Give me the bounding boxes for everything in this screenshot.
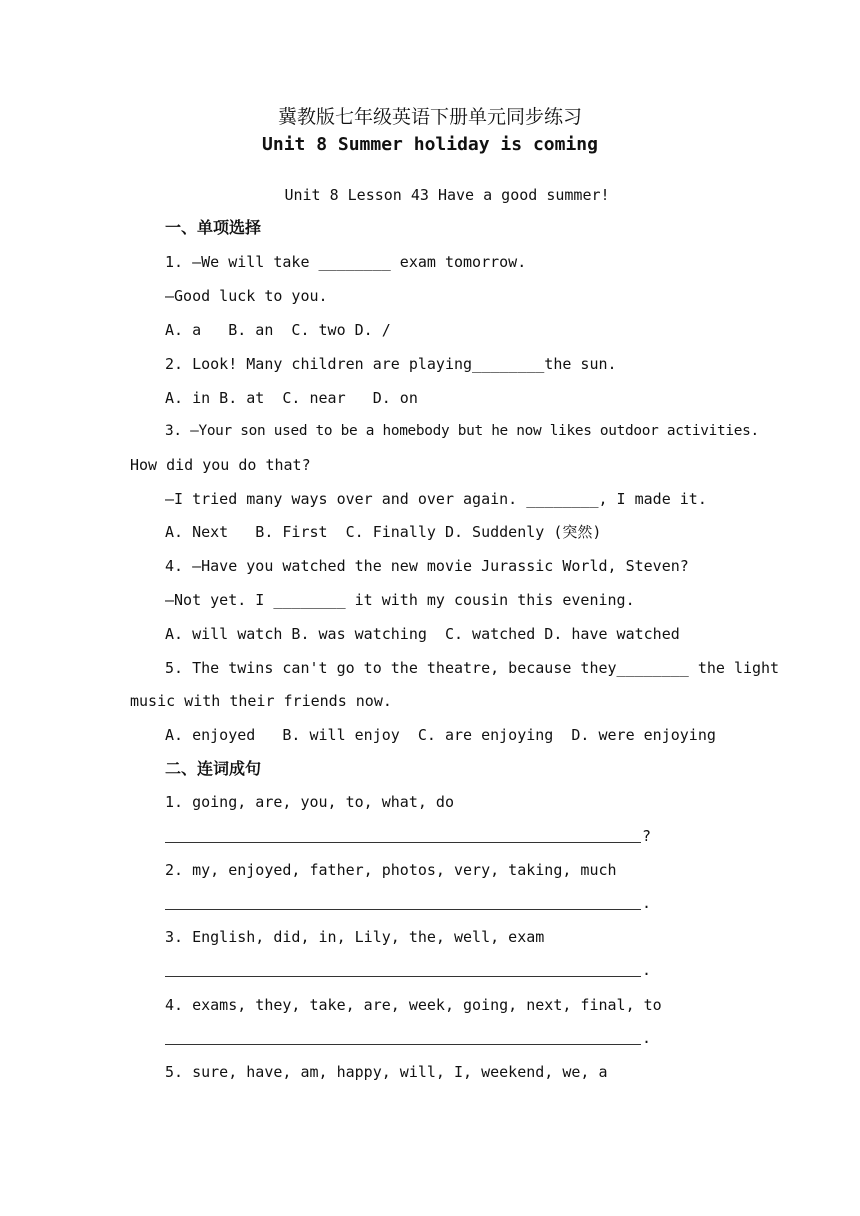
section-heading-word-order: 二、连词成句 — [165, 759, 262, 778]
sentence-2-end-mark: . — [642, 894, 652, 912]
section-heading-single-choice: 一、单项选择 — [165, 218, 262, 237]
sentence-5-words: 5. sure, have, am, happy, will, I, weekend, we, a — [165, 1063, 608, 1081]
question-1-stem: 1. —We will take ________ exam tomorrow. — [165, 253, 527, 271]
question-5-options: A. enjoyed B. will enjoy C. are enjoying D. were enjoying — [165, 726, 716, 744]
question-3-reply: —I tried many ways over and over again. ________, I made it. — [165, 490, 707, 508]
question-4-reply: —Not yet. I ________ it with my cousin this evening. — [165, 591, 635, 609]
question-4-options: A. will watch B. was watching C. watched D. have watched — [165, 625, 680, 643]
sentence-3-answer-line[interactable] — [165, 976, 641, 977]
sentence-4-end-mark: . — [642, 1029, 652, 1047]
document-title-english: Unit 8 Summer holiday is coming — [262, 134, 598, 155]
sentence-1-end-mark: ? — [642, 827, 652, 845]
sentence-2-answer-line[interactable] — [165, 909, 641, 910]
sentence-1-answer-line[interactable] — [165, 842, 641, 843]
lesson-title: Unit 8 Lesson 43 Have a good summer! — [284, 186, 610, 204]
sentence-2-words: 2. my, enjoyed, father, photos, very, taking, much — [165, 861, 617, 879]
question-3-stem: 3. —Your son used to be a homebody but he now likes outdoor activities. — [165, 423, 759, 439]
sentence-4-answer-line[interactable] — [165, 1044, 641, 1045]
question-1-reply: —Good luck to you. — [165, 287, 328, 305]
document-title-chinese: 冀教版七年级英语下册单元同步练习 — [277, 106, 582, 128]
question-3-options: A. Next B. First C. Finally D. Suddenly (突然) — [165, 523, 602, 541]
sentence-3-words: 3. English, did, in, Lily, the, well, exam — [165, 928, 545, 946]
question-2-stem: 2. Look! Many children are playing________the sun. — [165, 355, 617, 373]
question-5-stem: 5. The twins can't go to the theatre, because they________ the light — [165, 659, 780, 677]
question-3-stem-continued: How did you do that? — [130, 456, 311, 474]
question-2-options: A. in B. at C. near D. on — [165, 389, 418, 407]
sentence-4-words: 4. exams, they, take, are, week, going, next, final, to — [165, 996, 662, 1014]
sentence-1-words: 1. going, are, you, to, what, do — [165, 793, 454, 811]
sentence-3-end-mark: . — [642, 961, 652, 979]
question-5-stem-continued: music with their friends now. — [130, 692, 392, 710]
question-4-stem: 4. —Have you watched the new movie Jurassic World, Steven? — [165, 557, 689, 575]
question-1-options: A. a B. an C. two D. / — [165, 321, 391, 339]
